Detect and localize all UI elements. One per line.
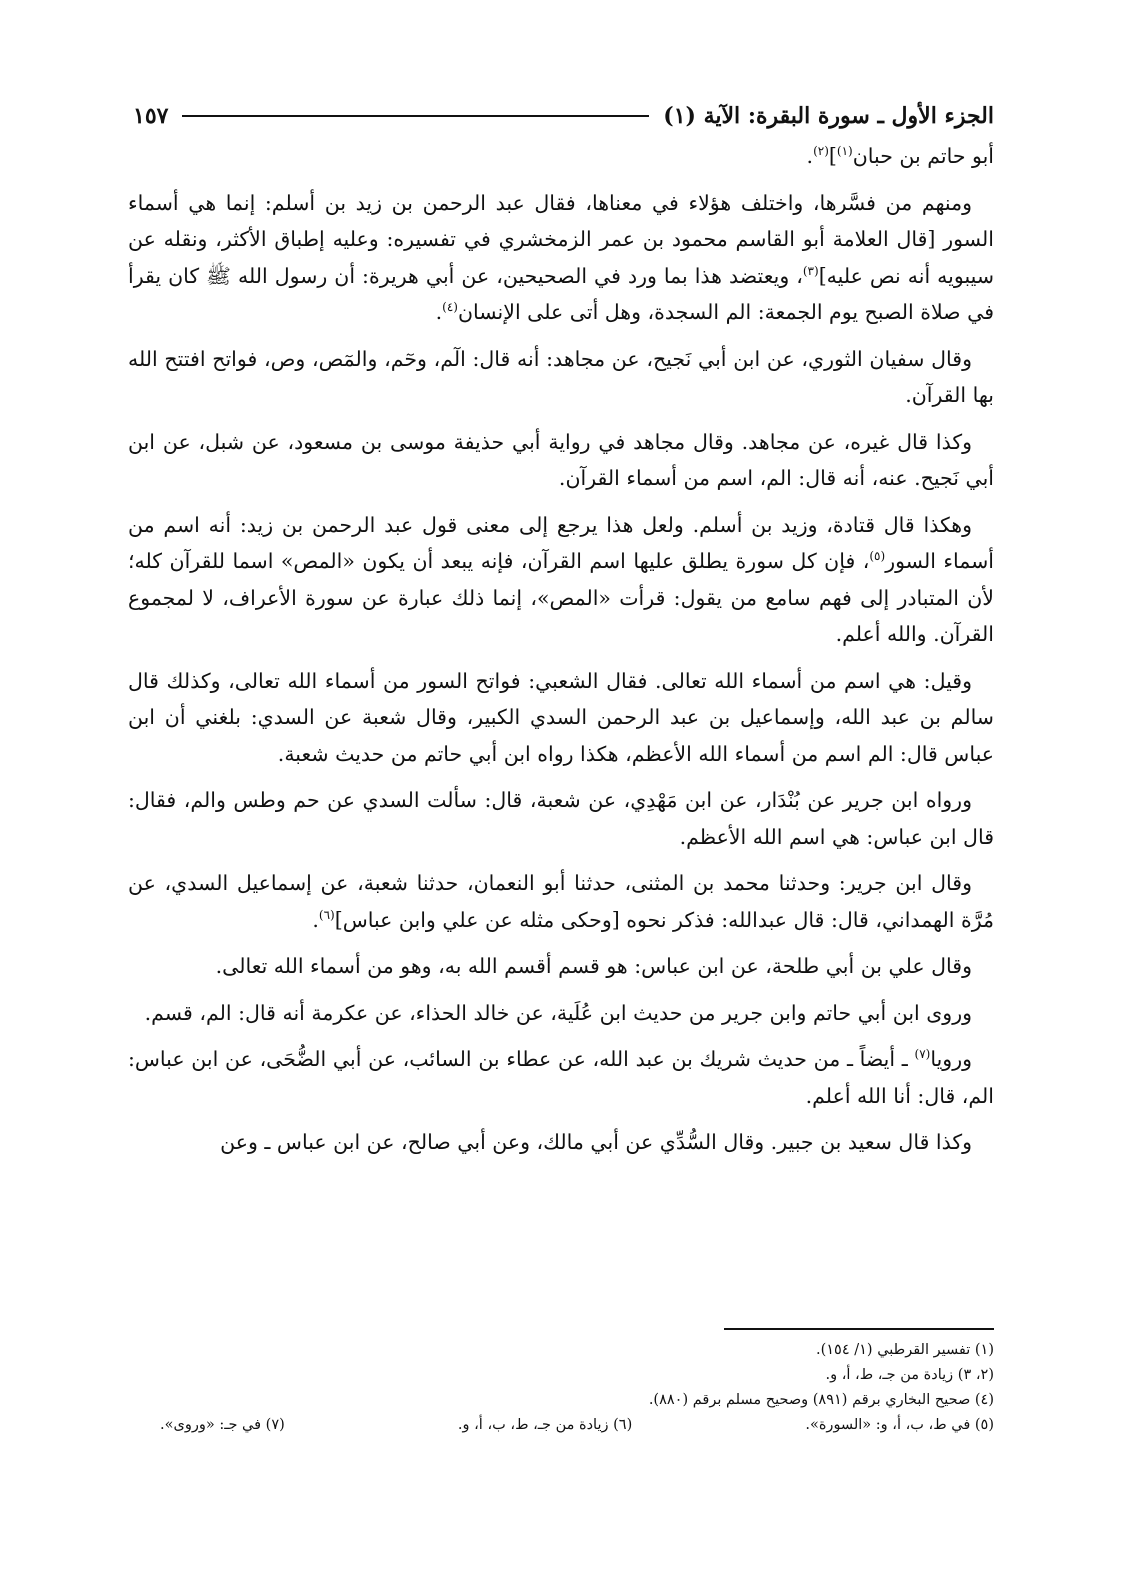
text-run: أبو حاتم بن حبان [852, 144, 994, 168]
page-number: ١٥٧ [133, 103, 169, 129]
footnote-ref[interactable]: (٤) [442, 300, 458, 315]
paragraph [128, 1041, 994, 1114]
footnotes [160, 1338, 994, 1438]
text-run: . [312, 907, 319, 932]
text-run: ـ أيضاً ـ من حديث شريك بن عبد الله، عن عطاء بن السائب، عن أبي الضُّحَى، عن ابن عباس: الم، قال: أنا الله أعلم. [128, 1047, 994, 1108]
footnote-ref[interactable]: (٦) [318, 907, 335, 922]
paragraph [128, 185, 994, 331]
footnote-ref[interactable]: (٧) [914, 1047, 931, 1062]
paragraph: ورواه ابن جرير عن بُنْدَار، عن ابن مَهْدِي، عن شعبة، قال: سألت السدي عن حم وطس والم، فقال: قال ابن عباس: هي اسم الله الأعظم. [128, 788, 994, 849]
footnote-2-3: (٢، ٣) زيادة من جـ، ط، أ، و. [825, 1367, 994, 1383]
footnote-5: (٥) في ط، ب، أ، و: «السورة». [805, 1417, 994, 1433]
text-run: ] [828, 144, 837, 168]
footnote-divider [724, 1328, 994, 1330]
footnote-ref[interactable]: (١) [836, 144, 853, 159]
paragraph: وقيل: هي اسم من أسماء الله تعالى. فقال الشعبي: فواتح السور من أسماء الله تعالى، وكذلك قال سالم بن عبد الله، وإسماعيل بن عبد الرحمن السدي الكبير، وقال شعبة عن السدي: بلغني أن ابن عباس قال: الم اسم من أسماء الله الأعظم، هكذا رواه ابن أبي حاتم من حديث شعبة. [128, 668, 994, 766]
running-header [133, 96, 994, 136]
main-text [128, 138, 994, 1171]
text-run: ، فإن كل سورة يطلق عليها اسم القرآن، فإنه يبعد أن يكون «المص» اسما للقرآن كله؛ لأن المتبادر إلى فهم سامع من يقول: قرأت «المص»، إنما ذلك عبارة عن سورة الأعراف، لا لمجموع القرآن. والله أعلم. [128, 549, 994, 646]
paragraph: وروى ابن أبي حاتم وابن جرير من حديث ابن عُلَية، عن خالد الحذاء، عن عكرمة أنه قال: الم، قسم. [144, 1000, 972, 1025]
paragraph: وكذا قال سعيد بن جبير. وقال السُّدِّي عن أبي مالك، وعن أبي صالح، عن ابن عباس ـ وعن [220, 1130, 972, 1154]
footnote-ref[interactable]: (٢) [813, 144, 829, 159]
paragraph [128, 138, 994, 175]
footnote-7: (٧) في جـ: «وروى». [160, 1417, 285, 1433]
text-run: . [435, 300, 443, 324]
paragraph [128, 507, 994, 653]
header-rule [182, 115, 649, 117]
text-run: ، ويعتضد هذا بما ورد في الصحيحين، عن أبي هريرة: أن رسول الله ﷺ كان يقرأ في صلاة الصبح يوم الجمعة: الم السجدة، وهل أتى على الإنسان [128, 263, 994, 324]
paragraph: وقال علي بن أبي طلحة، عن ابن عباس: هو قسم أقسم الله به، وهو من أسماء الله تعالى. [215, 954, 972, 978]
paragraph: وقال سفيان الثوري، عن ابن أبي نَجيح، عن مجاهد: أنه قال: الٓم، وحٓم، والمٓص، وص، فواتح افتتح الله بها القرآن. [128, 346, 994, 407]
footnote-4: (٤) صحيح البخاري برقم (٨٩١) وصحيح مسلم برقم (٨٨٠). [648, 1392, 994, 1408]
text-run: . [806, 144, 814, 168]
footnote-6: (٦) زيادة من جـ، ط، ب، أ، و. [457, 1417, 633, 1433]
paragraph: وكذا قال غيره، عن مجاهد. وقال مجاهد في رواية أبي حذيفة موسى بن مسعود، عن شبل، عن ابن أبي نَجيح. عنه، أنه قال: الم، اسم من أسماء القرآن. [128, 429, 994, 490]
footnote-1: (١) تفسير القرطبي (١/ ١٥٤). [815, 1342, 994, 1358]
footnote-ref[interactable]: (٥) [869, 549, 886, 564]
header-title: الجزء الأول ـ سورة البقرة: الآية (١) [663, 103, 994, 129]
text-run: ومنهم من فسَّرها، واختلف هؤلاء في معناها، فقال عبد الرحمن بن زيد بن أسلم: إنما هي أسماء السور [قال العلامة أبو القاسم محمود بن عمر الزمخشري في تفسيره: وعليه إطباق الأكثر، ونقله عن سيبويه أنه نص عليه] [128, 190, 994, 288]
text-run: وقال ابن جرير: وحدثنا محمد بن المثنى، حدثنا أبو النعمان، حدثنا شعبة، عن إسماعيل السدي، عن مُرَّة الهمداني، قال: قال عبدالله: فذكر نحوه [وحكى مثله عن علي وابن عباس] [128, 871, 994, 932]
text-run: وهكذا قال قتادة، وزيد بن أسلم. ولعل هذا يرجع إلى معنى قول عبد الرحمن بن زيد: أنه اسم من أسماء السور [128, 512, 994, 573]
footnote-ref[interactable]: (٣) [802, 263, 819, 278]
paragraph [128, 865, 994, 938]
text-run: ورويا [930, 1047, 972, 1071]
footnote-row [160, 1413, 994, 1438]
